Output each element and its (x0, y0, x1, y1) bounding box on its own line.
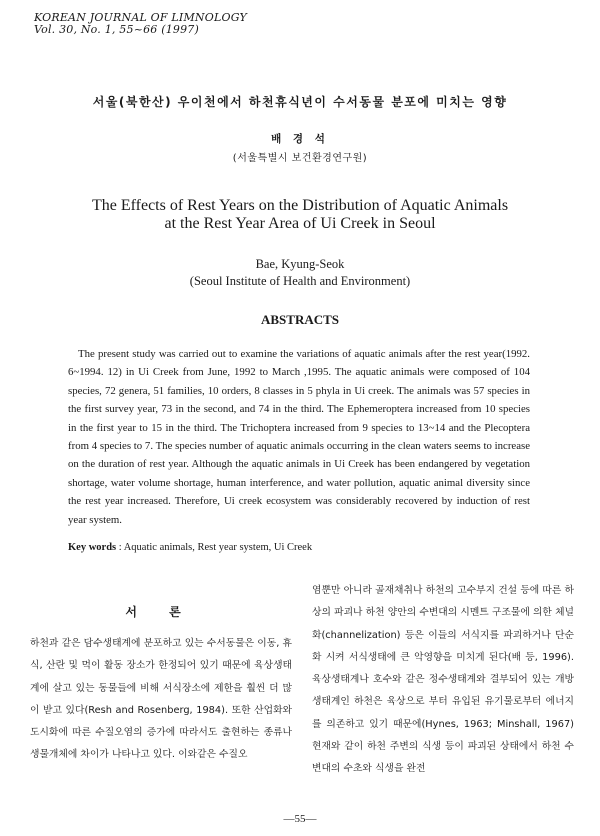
english-affiliation: (Seoul Institute of Health and Environment) (189, 274, 411, 288)
english-author: Bae, Kyung-Seok (255, 257, 345, 271)
keywords-label: Key words (68, 542, 117, 553)
journal-header (34, 12, 247, 36)
english-title-line2: at the Rest Year Area of Ui Creek in Seoul (164, 215, 436, 232)
page-number: —55— (283, 813, 317, 825)
keywords-text: Aquatic animals, Rest year system, Ui Creek (123, 542, 313, 553)
journal-volume: Vol. 30, No. 1, 55~66 (1997) (34, 23, 199, 36)
english-title (0, 197, 600, 233)
korean-affiliation: (서울특별시 보건환경연구원) (232, 153, 368, 164)
section-heading: 서 론 (125, 605, 195, 619)
intro-left-column: 하천과 같은 담수생태계에 분포하고 있는 수서동물은 이동, 휴식, 산란 및 먹이 활동 장소가 한정되어 있기 때문에 육상생태계에 살고 있는 동물들에 비해 서식장소에 제한을 훨씬 더 많이 받고 있다(Resh and Rosenberg, 1984). 또한 산업화와 도시화에 따른 수질오염의 증가에 따라서도 출현하는 종류나 생물개체에 차이가 나타나고 있다. 이와같은 수질오 (30, 638, 292, 761)
keywords-separator: : (116, 542, 124, 553)
abstract-heading: ABSTRACTS (260, 312, 340, 327)
english-title-line1: The Effects of Rest Years on the Distribution of Aquatic Animals (91, 197, 509, 214)
intro-right-column: 염뿐만 아니라 골재채취나 하천의 고수부지 건설 등에 따른 하상의 파괴나 하천 양안의 수변대의 시멘트 구조물에 의한 체널화(channelization) 등은 이들의 서식지를 파괴하거나 단순화 시켜 서식생태에 큰 악영향을 미치게 된다(배 등, 1996). 육상생태계나 호수와 같은 정수생태계와 결부되어 있는 개방생태계인 하천은 육상으로 부터 유입된 유기물로부터 에너지를 의존하고 있기 때문에(Hynes, 1963; Minshall, 1967) 현재와 같이 하천 주변의 식생 등이 파괴된 상태에서 하천 수변대의 수초와 식생을 완전 (312, 585, 574, 775)
keywords (68, 542, 312, 553)
abstract-text: The present study was carried out to examine the variations of aquatic animals after the rest year(1992. 6~1994. 12) in Ui Creek from June, 1992 to March ,1995. The aquatic animals were composed of 104 species, 72 genera, 51 families, 10 orders, 8 classes in 5 phyla in Ui creek. The animals was 57 species in the first survey year, 73 in the second, and 74 in the third. The Ephemeroptera increased from 10 species in the first year to 15 in the third. The Trichoptera increased from 9 species to 13~14 and the Plecoptera from 4 species to 7. The species number of aquatic animals occurring in the clean waters seems to increase on the duration of rest year. Although the aquatic animals in Ui Creek has been endangered by vegetation shortage, water volume shortage, human interference, and water pollution, aquatic animal diversity since the rest year increased. Therefore, Ui creek ecosystem was considerably recovered by induction of rest year system. (68, 348, 530, 526)
korean-title: 서울(북한산) 우이천에서 하천휴식년이 수서동물 분포에 미치는 영향 (92, 95, 508, 109)
korean-author: 배 경 석 (271, 133, 329, 145)
journal-name: KOREAN JOURNAL OF LIMNOLOGY (34, 11, 247, 24)
